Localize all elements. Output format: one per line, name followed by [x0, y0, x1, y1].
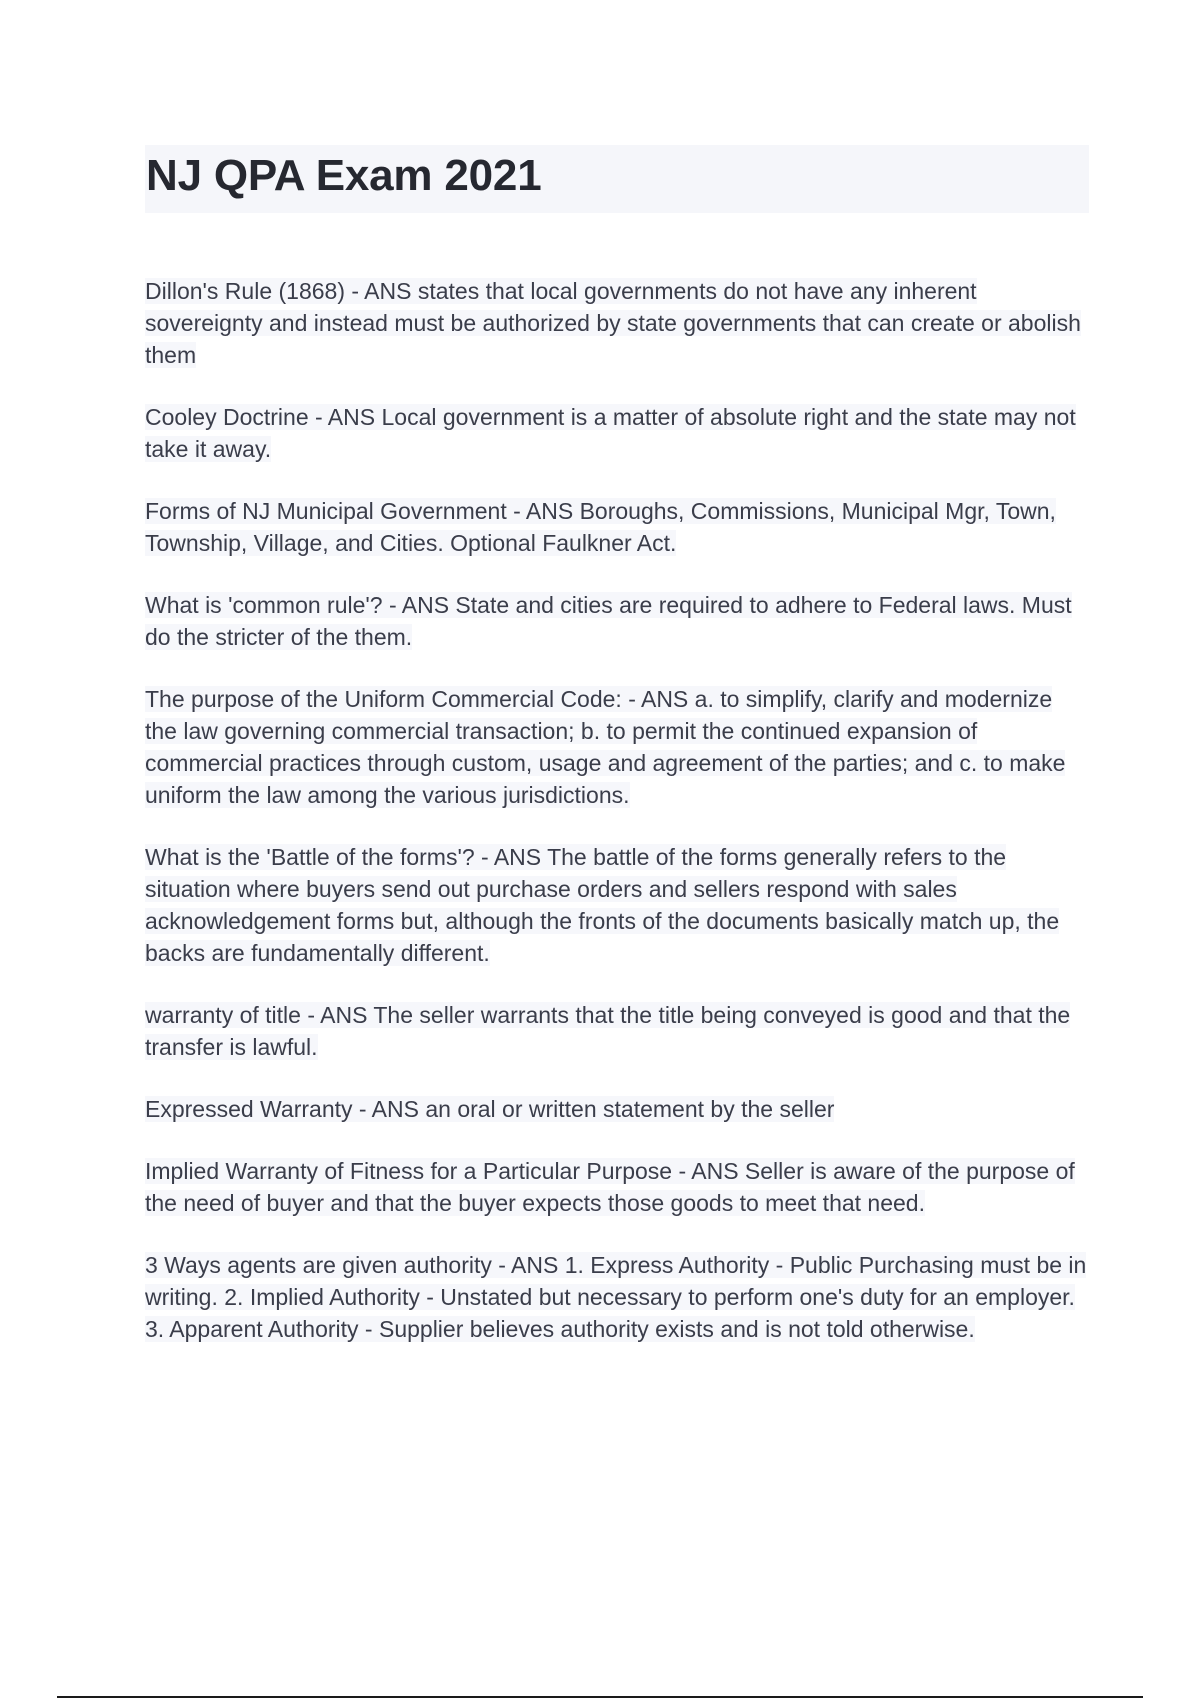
- document-title: NJ QPA Exam 2021: [146, 151, 542, 200]
- qa-entry-forms-of-government: Forms of NJ Municipal Government - ANS Boroughs, Commissions, Municipal Mgr, Town, Township, Village, and Cities. Optional Faulkner Act.: [145, 498, 1056, 556]
- footer-divider: [57, 1696, 1143, 1698]
- qa-entry-expressed-warranty: Expressed Warranty - ANS an oral or written statement by the seller: [145, 1096, 835, 1122]
- qa-entry-ucc-purpose: The purpose of the Uniform Commercial Code: - ANS a. to simplify, clarify and modernize the law governing commercial transaction; b. to permit the continued expansion of commercial practices through custom, usage and agreement of the parties; and c. to make uniform the law among the various jurisdictions.: [145, 686, 1066, 808]
- qa-entry-battle-of-forms: What is the 'Battle of the forms'? - ANS The battle of the forms generally refers to the situation where buyers send out purchase orders and sellers respond with sales acknowledgement forms but, although the fronts of the documents basically match up, the backs are fundamentally different.: [145, 844, 1060, 966]
- qa-entry-common-rule: What is 'common rule'? - ANS State and cities are required to adhere to Federal laws. Must do the stricter of the them.: [145, 592, 1072, 650]
- qa-entry-agent-authority: 3 Ways agents are given authority - ANS 1. Express Authority - Public Purchasing must be in writing. 2. Implied Authority - Unstated but necessary to perform one's duty for an employer. 3. Apparent Authority - Supplier believes authority exists and is not told otherwise.: [145, 1252, 1087, 1342]
- qa-entry-dillons-rule: Dillon's Rule (1868) - ANS states that local governments do not have any inherent sovereignty and instead must be authorized by state governments that can create or abolish them: [145, 278, 1081, 368]
- qa-entry-warranty-of-title: warranty of title - ANS The seller warrants that the title being conveyed is good and that the transfer is lawful.: [145, 1002, 1071, 1060]
- qa-entry-implied-warranty: Implied Warranty of Fitness for a Particular Purpose - ANS Seller is aware of the purpose of the need of buyer and that the buyer expects those goods to meet that need.: [145, 1158, 1075, 1216]
- qa-entry-cooley-doctrine: Cooley Doctrine - ANS Local government is a matter of absolute right and the state may not take it away.: [145, 404, 1076, 462]
- qa-list: [145, 275, 1090, 1375]
